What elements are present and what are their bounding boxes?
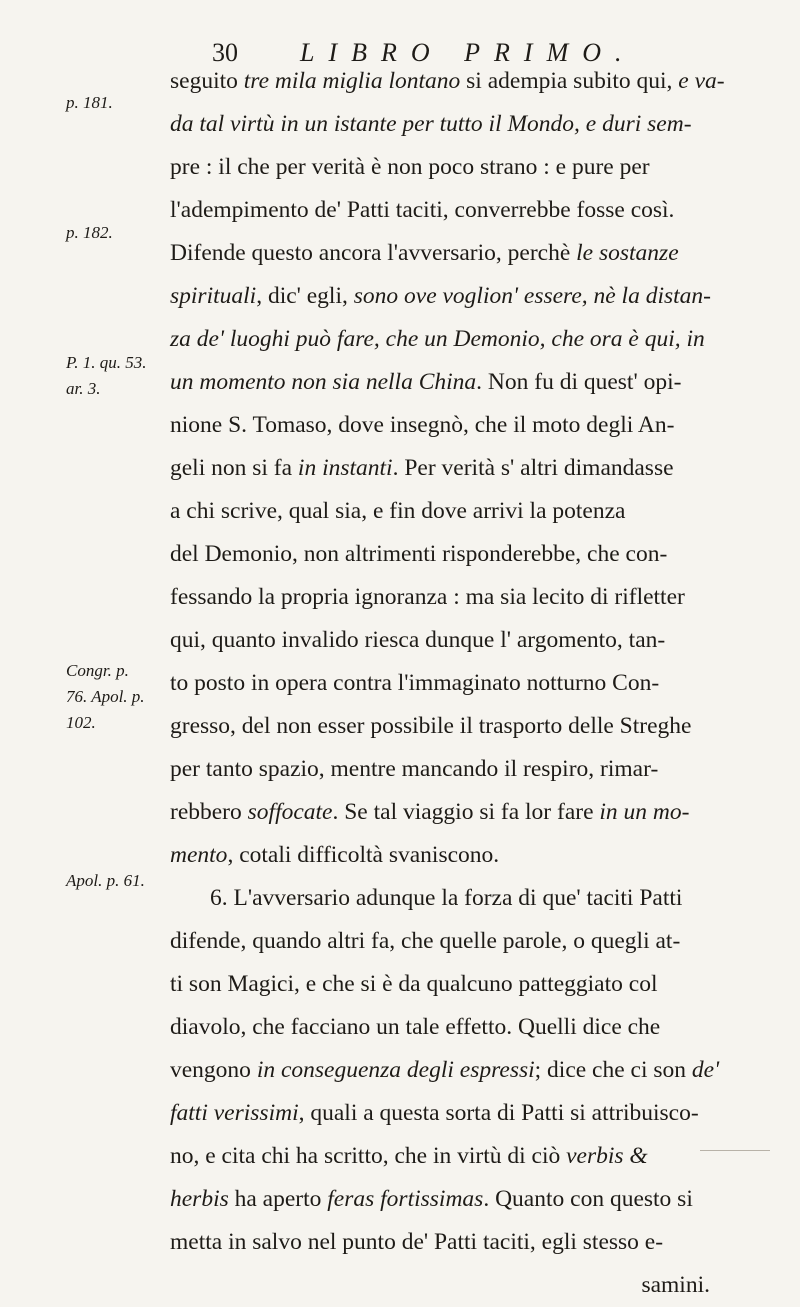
marginal-note: Apol. p. 61. bbox=[66, 871, 145, 890]
text-line: da tal virtù in un istante per tutto il Mondo, e duri sem- bbox=[170, 111, 692, 137]
text-line: difende, quando altri fa, che quelle parole, o quegli at- bbox=[170, 928, 681, 954]
text-line: diavolo, che facciano un tale effetto. Quelli dice che bbox=[170, 1014, 661, 1040]
text-line: 6. L'avversario adunque la forza di que' taciti Patti bbox=[210, 885, 683, 911]
text-line: nione S. Tomaso, dove insegnò, che il moto degli An- bbox=[170, 412, 675, 438]
text-line: pre : il che per verità è non poco strano : e pure per bbox=[170, 154, 650, 180]
marginal-note: p. 181. bbox=[66, 93, 113, 112]
bottom-rule bbox=[700, 1150, 770, 1151]
text-line: rebbero soffocate. Se tal viaggio si fa lor fare in un mo- bbox=[170, 799, 690, 825]
text-line: del Demonio, non altrimenti risponderebbe, che con- bbox=[170, 541, 668, 567]
text-line: spirituali, dic' egli, sono ove voglion' essere, nè la distan- bbox=[170, 283, 711, 309]
marginal-note: p. 182. bbox=[66, 223, 113, 242]
text-line: geli non si fa in instanti. Per verità s' altri dimandasse bbox=[170, 455, 674, 481]
text-line: qui, quanto invalido riesca dunque l' argomento, tan- bbox=[170, 627, 666, 653]
text-line: per tanto spazio, mentre mancando il respiro, rimar- bbox=[170, 756, 659, 782]
marginal-note: P. 1. qu. 53. ar. 3. bbox=[66, 353, 147, 398]
text-line: l'adempimento de' Patti taciti, converrebbe fosse così. bbox=[170, 197, 675, 223]
text-line: herbis ha aperto feras fortissimas. Quanto con questo si bbox=[170, 1186, 693, 1212]
text-line: Difende questo ancora l'avversario, perchè le sostanze bbox=[170, 240, 679, 266]
text-line: un momento non sia nella China. Non fu di quest' opi- bbox=[170, 369, 682, 395]
text-line: fatti verissimi, quali a questa sorta di Patti si attribuisco- bbox=[170, 1100, 699, 1126]
text-line: gresso, del non esser possibile il trasporto delle Streghe bbox=[170, 713, 692, 739]
text-line: metta in salvo nel punto de' Patti taciti, egli stesso e- bbox=[170, 1229, 664, 1255]
page-number: 30 bbox=[212, 38, 238, 67]
text-line: fessando la propria ignoranza : ma sia lecito di rifletter bbox=[170, 584, 685, 610]
text-line: vengono in conseguenza degli espressi; dice che ci son de' bbox=[170, 1057, 720, 1083]
marginal-note: Congr. p. 76. Apol. p. 102. bbox=[66, 661, 145, 732]
text-line: a chi scrive, qual sia, e fin dove arrivi la potenza bbox=[170, 498, 626, 524]
text-line: samini. bbox=[641, 1272, 710, 1298]
text-line: to posto in opera contra l'immaginato notturno Con- bbox=[170, 670, 660, 696]
text-line: za de' luoghi può fare, che un Demonio, che ora è qui, in bbox=[170, 326, 705, 352]
text-line: no, e cita chi ha scritto, che in virtù di ciò verbis & bbox=[170, 1143, 648, 1169]
running-title: LIBRO PRIMO. bbox=[300, 38, 636, 67]
text-line: mento, cotali difficoltà svaniscono. bbox=[170, 842, 500, 868]
body-text bbox=[170, 60, 770, 1307]
text-line: ti son Magici, e che si è da qualcuno patteggiato col bbox=[170, 971, 658, 997]
text-line: seguito tre mila miglia lontano si adempia subito qui, e va- bbox=[170, 68, 725, 94]
